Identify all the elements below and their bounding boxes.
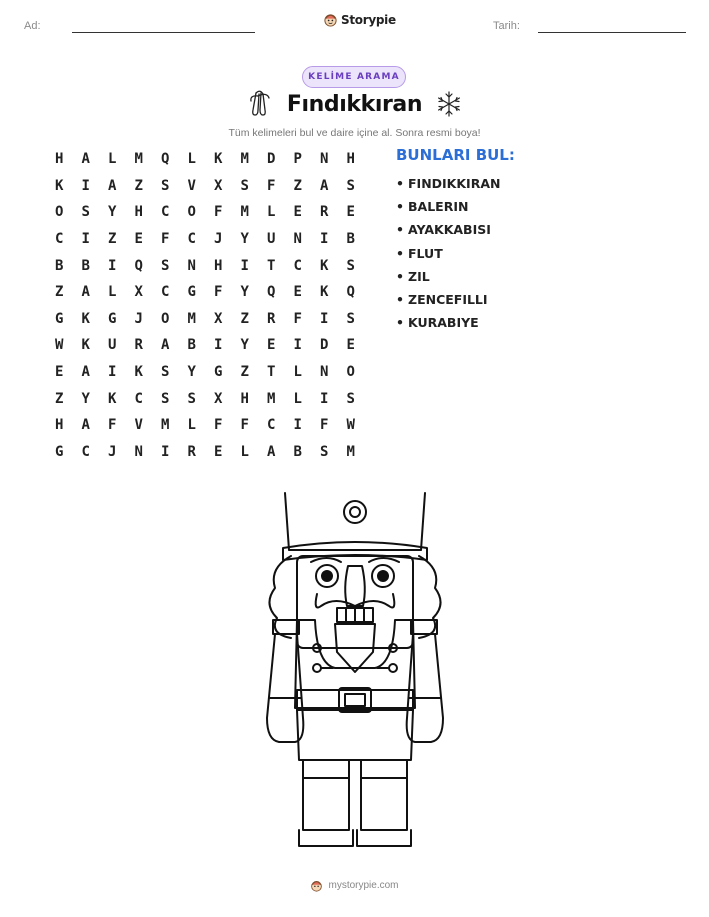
grid-cell[interactable]: F [293, 310, 302, 327]
grid-cell[interactable]: H [214, 257, 223, 274]
grid-cell[interactable]: A [81, 364, 90, 381]
grid-cell[interactable]: S [346, 310, 355, 327]
grid-cell[interactable]: D [267, 151, 276, 168]
grid-cell[interactable]: Z [55, 390, 64, 407]
grid-cell[interactable]: M [134, 151, 143, 168]
brand-name: Storypie [341, 12, 396, 27]
footer [0, 879, 709, 892]
grid-cell[interactable]: C [134, 390, 143, 407]
grid-cell[interactable]: U [267, 231, 276, 248]
grid-cell[interactable]: A [81, 417, 90, 434]
grid-cell[interactable]: Z [134, 177, 143, 194]
word-list-item [396, 218, 500, 241]
grid-cell[interactable]: J [134, 310, 143, 327]
word-label: ZIL [408, 268, 430, 284]
grid-cell[interactable]: B [346, 231, 355, 248]
grid-cell[interactable]: A [81, 284, 90, 301]
grid-cell[interactable]: K [81, 337, 90, 354]
grid-cell[interactable]: E [267, 337, 276, 354]
grid-cell[interactable]: A [320, 177, 329, 194]
grid-cell[interactable]: G [55, 310, 64, 327]
grid-cell[interactable]: E [293, 204, 302, 221]
grid-cell[interactable]: J [108, 443, 117, 460]
grid-cell[interactable]: Y [81, 390, 90, 407]
grid-cell[interactable]: F [214, 417, 223, 434]
grid-cell[interactable]: R [267, 310, 276, 327]
grid-cell[interactable]: O [161, 310, 170, 327]
grid-cell[interactable]: V [134, 417, 143, 434]
grid-cell[interactable]: Z [240, 310, 249, 327]
grid-cell[interactable]: P [293, 151, 302, 168]
word-list-item [396, 242, 500, 265]
grid-cell[interactable]: K [55, 177, 64, 194]
grid-cell[interactable]: I [108, 257, 117, 274]
word-list-item [396, 311, 500, 334]
grid-cell[interactable]: L [240, 443, 249, 460]
grid-cell[interactable]: X [214, 177, 223, 194]
grid-cell[interactable]: C [161, 284, 170, 301]
word-label: FINDIKKIRAN [408, 176, 501, 192]
grid-cell[interactable]: I [320, 231, 329, 248]
storypie-mascot-icon [323, 12, 338, 27]
grid-cell[interactable]: L [187, 151, 196, 168]
grid-cell[interactable]: Y [187, 364, 196, 381]
name-line[interactable] [72, 32, 255, 33]
word-list [396, 172, 500, 334]
grid-cell[interactable]: S [81, 204, 90, 221]
grid-cell[interactable]: K [134, 364, 143, 381]
grid-cell[interactable]: O [346, 364, 355, 381]
title-row [0, 90, 709, 118]
grid-cell[interactable]: A [267, 443, 276, 460]
grid-cell[interactable]: G [214, 364, 223, 381]
word-list-item [396, 288, 500, 311]
grid-cell[interactable]: N [187, 257, 196, 274]
date-label: Tarih: [493, 20, 520, 32]
instructions-text: Tüm kelimeleri bul ve daire içine al. Sonra resmi boya! [228, 127, 481, 139]
grid-cell[interactable]: G [55, 443, 64, 460]
grid-cell[interactable]: K [214, 151, 223, 168]
grid-cell[interactable]: K [81, 310, 90, 327]
grid-cell[interactable]: F [320, 417, 329, 434]
grid-cell[interactable]: B [187, 337, 196, 354]
date-line[interactable] [538, 32, 686, 33]
grid-cell[interactable]: M [187, 310, 196, 327]
grid-cell[interactable]: M [346, 443, 355, 460]
grid-cell[interactable]: Y [240, 284, 249, 301]
snowflake-icon [436, 91, 462, 117]
storypie-mascot-icon [310, 879, 323, 892]
word-label: BALERIN [408, 199, 469, 215]
word-list-item [396, 195, 500, 218]
grid-cell[interactable]: B [293, 443, 302, 460]
grid-cell[interactable]: L [293, 390, 302, 407]
word-label: KURABIYE [408, 315, 479, 331]
grid-cell[interactable]: Q [346, 284, 355, 301]
grid-cell[interactable]: W [346, 417, 355, 434]
grid-cell[interactable]: G [187, 284, 196, 301]
bullet: • [396, 292, 404, 308]
grid-cell[interactable]: E [55, 364, 64, 381]
grid-cell[interactable]: I [240, 257, 249, 274]
bullet: • [396, 245, 404, 261]
name-label: Ad: [24, 20, 41, 32]
grid-cell[interactable]: S [161, 177, 170, 194]
word-label: AYAKKABISI [408, 222, 491, 238]
footer-url[interactable]: mystorypie.com [328, 880, 399, 891]
grid-cell[interactable]: J [214, 231, 223, 248]
grid-cell[interactable]: F [267, 177, 276, 194]
bullet: • [396, 176, 404, 192]
grid-cell[interactable]: G [108, 310, 117, 327]
grid-cell[interactable]: I [293, 337, 302, 354]
grid-cell[interactable]: R [187, 443, 196, 460]
grid-cell[interactable]: E [346, 204, 355, 221]
grid-cell[interactable]: Z [293, 177, 302, 194]
grid-cell[interactable]: X [214, 310, 223, 327]
grid-cell[interactable]: R [320, 204, 329, 221]
bullet: • [396, 222, 404, 238]
nutcracker-illustration[interactable] [0, 488, 709, 852]
grid-cell[interactable]: Y [240, 231, 249, 248]
grid-cell[interactable]: L [108, 151, 117, 168]
grid-cell[interactable]: S [161, 257, 170, 274]
grid-cell[interactable]: I [81, 231, 90, 248]
grid-cell[interactable]: I [293, 417, 302, 434]
ballet-shoes-icon [247, 90, 273, 118]
word-label: FLUT [408, 245, 443, 261]
grid-cell[interactable]: Y [240, 337, 249, 354]
grid-cell[interactable]: S [161, 364, 170, 381]
grid-cell[interactable]: L [293, 364, 302, 381]
grid-cell[interactable]: Z [108, 231, 117, 248]
grid-cell[interactable]: E [134, 231, 143, 248]
grid-cell[interactable]: F [240, 417, 249, 434]
grid-cell[interactable]: D [320, 337, 329, 354]
grid-cell[interactable]: K [108, 390, 117, 407]
grid-cell[interactable]: X [134, 284, 143, 301]
grid-cell[interactable]: K [320, 257, 329, 274]
grid-cell[interactable]: K [320, 284, 329, 301]
grid-cell[interactable]: I [320, 310, 329, 327]
grid-cell[interactable]: S [240, 177, 249, 194]
grid-cell[interactable]: N [320, 151, 329, 168]
grid-cell[interactable]: M [240, 204, 249, 221]
grid-cell[interactable]: I [108, 364, 117, 381]
grid-cell[interactable]: T [267, 257, 276, 274]
grid-cell[interactable]: I [81, 177, 90, 194]
page-title: Fındıkkıran [286, 91, 423, 117]
grid-cell[interactable]: L [187, 417, 196, 434]
grid-cell[interactable]: F [108, 417, 117, 434]
grid-cell[interactable]: M [161, 417, 170, 434]
bullet: • [396, 268, 404, 284]
grid-cell[interactable]: A [108, 177, 117, 194]
grid-cell[interactable]: N [134, 443, 143, 460]
grid-cell[interactable]: X [214, 390, 223, 407]
grid-cell[interactable]: E [293, 284, 302, 301]
word-list-item [396, 172, 500, 195]
grid-cell[interactable]: H [55, 151, 64, 168]
grid-cell[interactable]: C [187, 231, 196, 248]
grid-cell[interactable]: Z [55, 284, 64, 301]
grid-cell[interactable]: S [161, 390, 170, 407]
category-badge: KELİME ARAMA [302, 66, 406, 88]
grid-cell[interactable]: Q [161, 151, 170, 168]
grid-cell[interactable]: Y [108, 204, 117, 221]
grid-cell[interactable]: S [346, 177, 355, 194]
grid-cell[interactable]: N [320, 364, 329, 381]
grid-cell[interactable]: E [346, 337, 355, 354]
grid-cell[interactable]: C [267, 417, 276, 434]
grid-cell[interactable]: C [81, 443, 90, 460]
grid-cell[interactable]: L [267, 204, 276, 221]
word-label: ZENCEFILLI [408, 292, 488, 308]
grid-cell[interactable]: S [346, 257, 355, 274]
grid-cell[interactable]: L [108, 284, 117, 301]
grid-cell[interactable]: S [346, 390, 355, 407]
grid-cell[interactable]: B [55, 257, 64, 274]
grid-cell[interactable]: A [81, 151, 90, 168]
grid-cell[interactable]: E [214, 443, 223, 460]
grid-cell[interactable]: Q [134, 257, 143, 274]
word-search-grid[interactable] [46, 146, 364, 465]
grid-cell[interactable]: I [320, 390, 329, 407]
grid-cell[interactable]: S [187, 390, 196, 407]
grid-cell[interactable]: U [108, 337, 117, 354]
grid-cell[interactable]: M [267, 390, 276, 407]
grid-cell[interactable]: V [187, 177, 196, 194]
grid-cell[interactable]: H [55, 417, 64, 434]
grid-cell[interactable]: N [293, 231, 302, 248]
grid-cell[interactable]: H [346, 151, 355, 168]
find-list-title: BUNLARI BUL: [396, 146, 515, 164]
grid-cell[interactable]: S [320, 443, 329, 460]
nutcracker-icon[interactable] [255, 488, 455, 852]
grid-cell[interactable]: C [55, 231, 64, 248]
grid-cell[interactable]: M [240, 151, 249, 168]
grid-cell[interactable]: O [55, 204, 64, 221]
grid-cell[interactable]: F [214, 204, 223, 221]
grid-cell[interactable]: O [187, 204, 196, 221]
word-list-item [396, 265, 500, 288]
grid-cell[interactable]: H [240, 390, 249, 407]
grid-cell[interactable]: T [267, 364, 276, 381]
grid-cell[interactable]: B [81, 257, 90, 274]
grid-cell[interactable]: C [161, 204, 170, 221]
grid-cell[interactable]: H [134, 204, 143, 221]
grid-cell[interactable]: I [161, 443, 170, 460]
grid-cell[interactable]: F [214, 284, 223, 301]
grid-cell[interactable]: W [55, 337, 64, 354]
grid-cell[interactable]: F [161, 231, 170, 248]
grid-cell[interactable]: Z [240, 364, 249, 381]
grid-cell[interactable]: R [134, 337, 143, 354]
bullet: • [396, 315, 404, 331]
bullet: • [396, 199, 404, 215]
grid-cell[interactable]: C [293, 257, 302, 274]
grid-cell[interactable]: A [161, 337, 170, 354]
brand-logo [323, 12, 396, 27]
grid-cell[interactable]: I [214, 337, 223, 354]
grid-cell[interactable]: Q [267, 284, 276, 301]
